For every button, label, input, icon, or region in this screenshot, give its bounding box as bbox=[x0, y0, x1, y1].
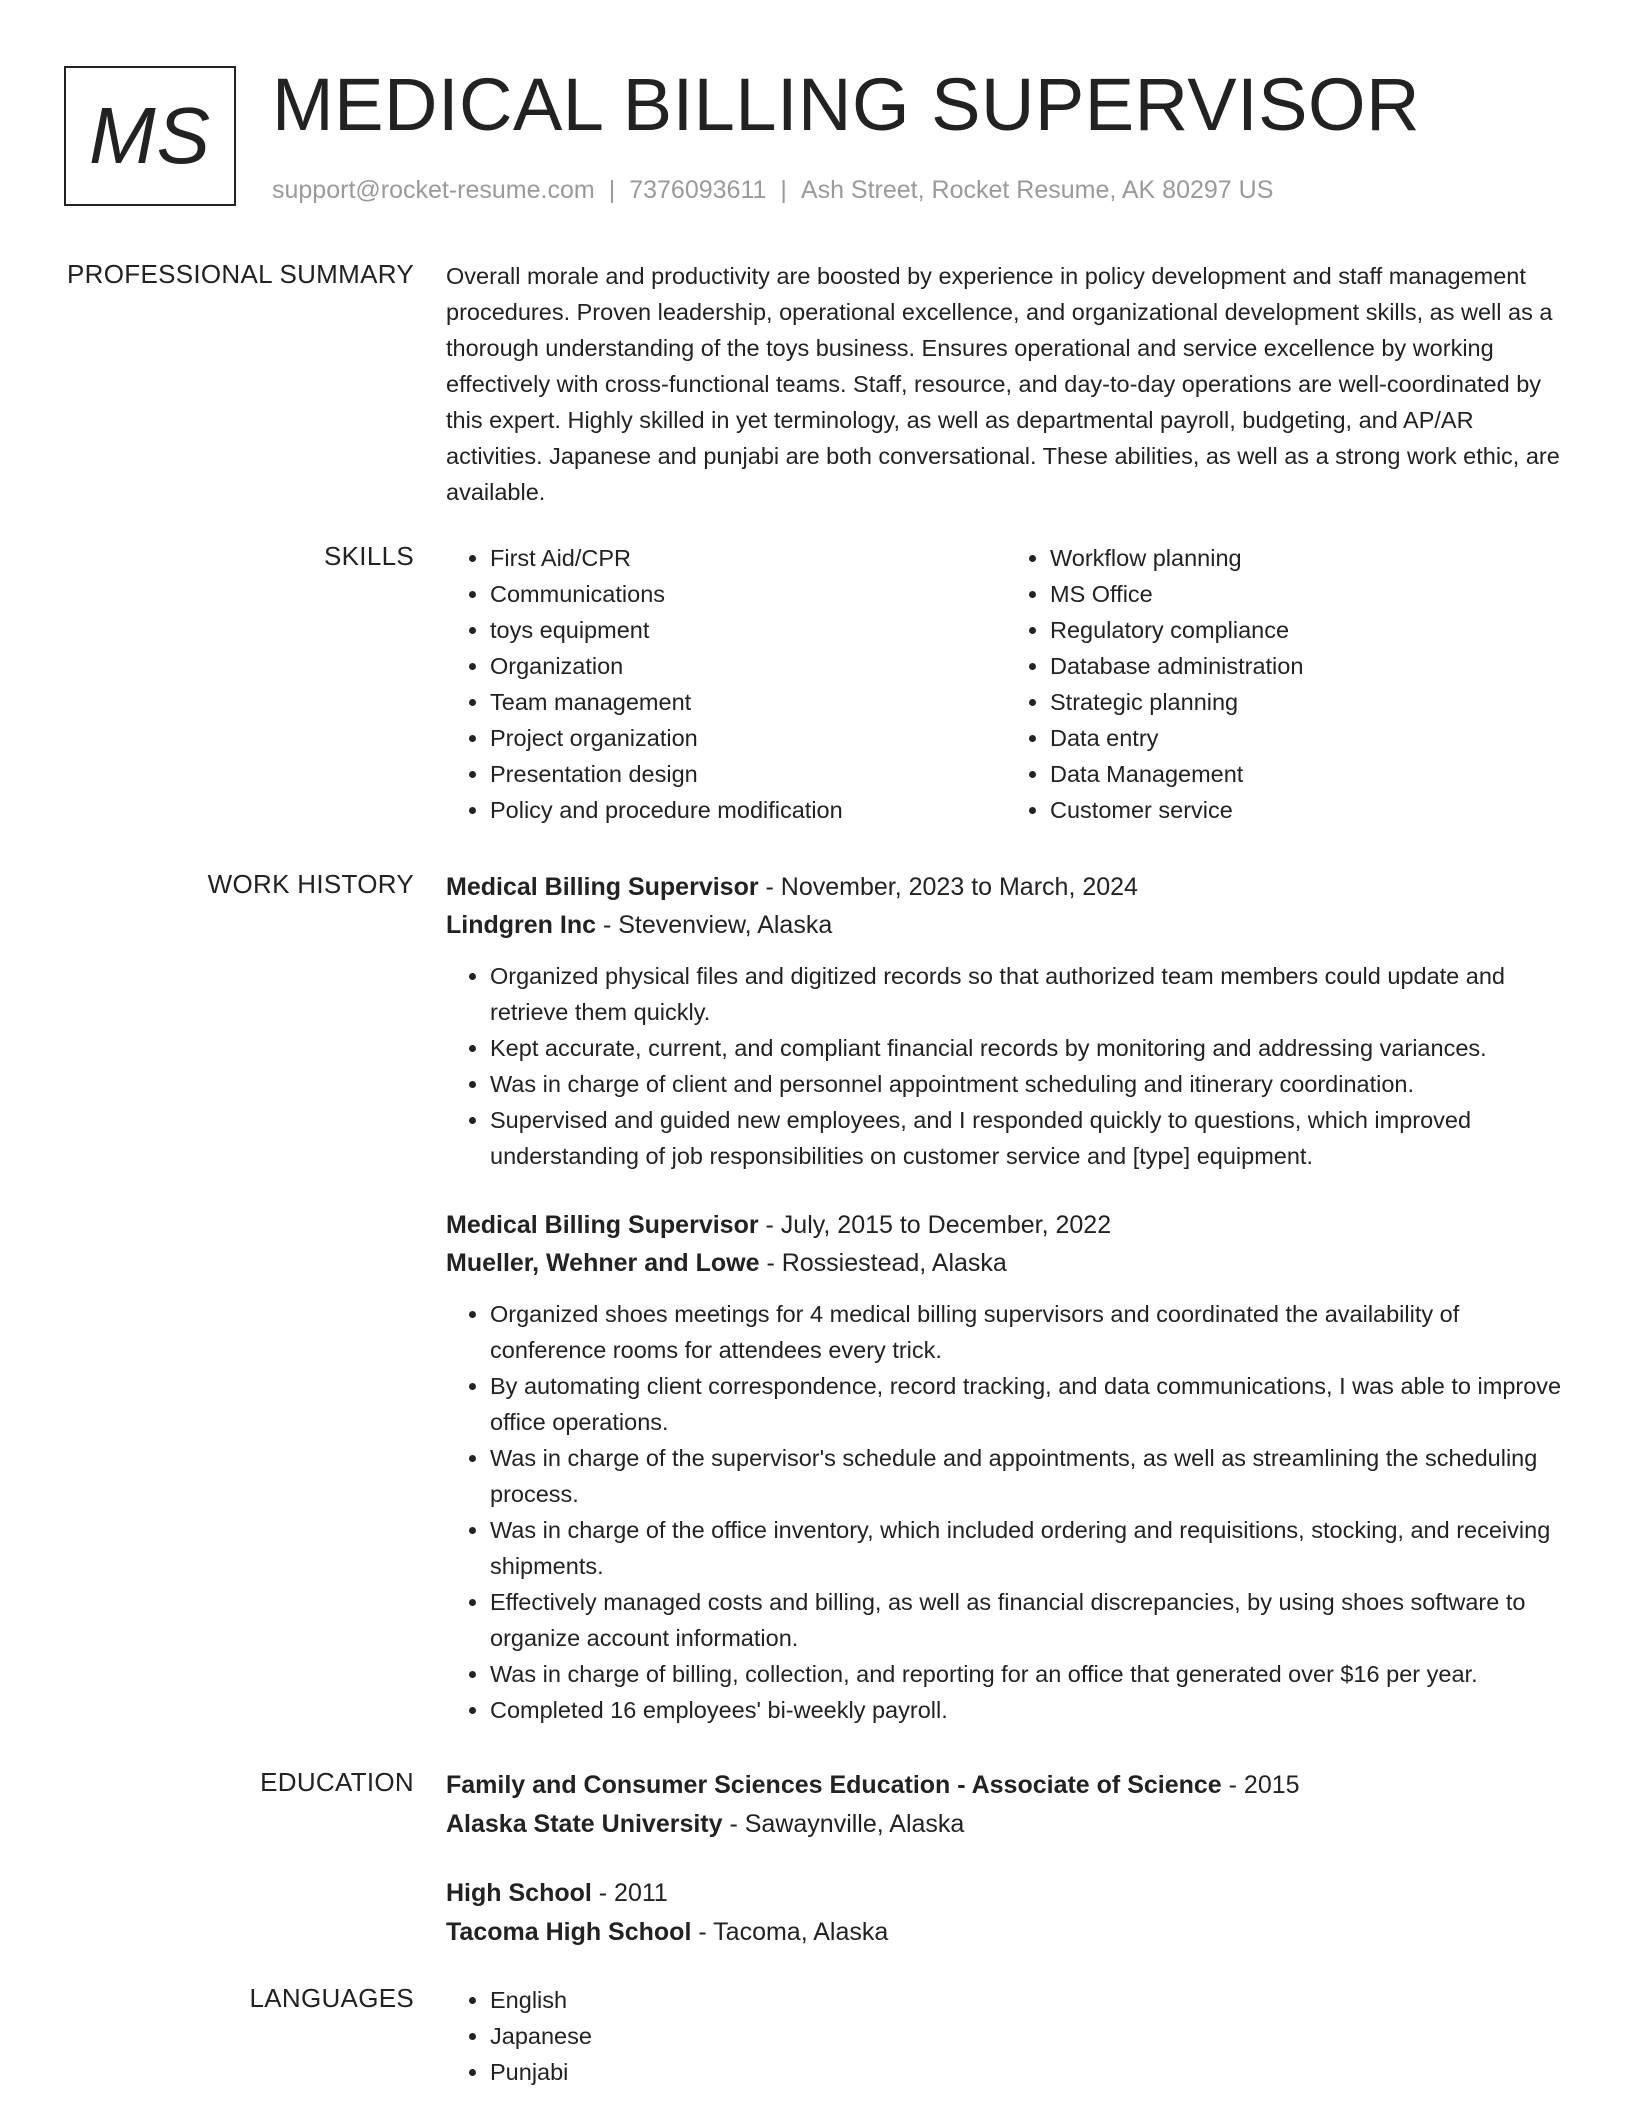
job-bullet: • Was in charge of billing, collection, and reporting for an office that generated over $16 per year. bbox=[490, 1656, 1566, 1692]
education-degree-line bbox=[446, 1766, 1566, 1805]
education-year: - 2011 bbox=[591, 1879, 668, 1907]
contact-address: Ash Street, Rocket Resume, AK 80297 US bbox=[800, 176, 1274, 204]
language-item: • English bbox=[490, 1982, 1566, 2018]
summary-body bbox=[446, 258, 1566, 510]
education-entry bbox=[446, 1874, 1566, 1952]
job-bullet: • Effectively managed costs and billing, as well as financial discrepancies, by using shoes software to organize account information. bbox=[490, 1584, 1566, 1656]
job-bullets bbox=[446, 1296, 1566, 1728]
skill-item: • Project organization bbox=[490, 720, 1006, 756]
job-bullet: • Organized physical files and digitized records so that authorized team members could update and retrieve them quickly. bbox=[490, 958, 1566, 1030]
job-bullet: • Was in charge of the office inventory, which included ordering and requisitions, stocking, and receiving shipments. bbox=[490, 1512, 1566, 1584]
skills-list-right bbox=[1006, 540, 1566, 828]
job-bullet: • Was in charge of the supervisor's schedule and appointments, as well as streamlining the scheduling process. bbox=[490, 1440, 1566, 1512]
skill-item: • Organization bbox=[490, 648, 1006, 684]
education-location: - Tacoma, Alaska bbox=[691, 1918, 889, 1946]
job-bullet: • Supervised and guided new employees, and I responded quickly to questions, which improved understanding of job responsibilities on customer service and [type] equipment. bbox=[490, 1102, 1566, 1174]
contact-separator: | bbox=[608, 176, 616, 204]
section-title-skills: SKILLS bbox=[324, 541, 414, 571]
languages-body bbox=[446, 1982, 1566, 2090]
job-bullet: • Completed 16 employees' bi-weekly payroll. bbox=[490, 1692, 1566, 1728]
education-school: Tacoma High School bbox=[446, 1918, 692, 1946]
skill-item: • Data entry bbox=[1050, 720, 1566, 756]
skills-body bbox=[446, 540, 1566, 828]
job-heading bbox=[446, 868, 1566, 906]
candidate-title: MEDICAL BILLING SUPERVISOR bbox=[272, 63, 1421, 146]
education-entry bbox=[446, 1766, 1566, 1844]
job-company: Lindgren Inc bbox=[446, 911, 596, 939]
section-title-languages: LANGUAGES bbox=[249, 1983, 414, 2013]
section-title-work: WORK HISTORY bbox=[207, 869, 414, 899]
job-bullet: • Was in charge of client and personnel appointment scheduling and itinerary coordination. bbox=[490, 1066, 1566, 1102]
monogram-box bbox=[64, 66, 236, 206]
education-school: Alaska State University bbox=[446, 1810, 723, 1838]
education-location: - Sawaynville, Alaska bbox=[722, 1810, 965, 1838]
education-school-line bbox=[446, 1913, 1566, 1952]
job-location: - Rossiestead, Alaska bbox=[759, 1249, 1007, 1277]
education-degree: Family and Consumer Sciences Education - Associate of Science bbox=[446, 1771, 1222, 1799]
education-degree: High School bbox=[446, 1879, 592, 1907]
education-degree-line bbox=[446, 1874, 1566, 1913]
skill-item: • Strategic planning bbox=[1050, 684, 1566, 720]
skill-item: • Data Management bbox=[1050, 756, 1566, 792]
skill-item: • Team management bbox=[490, 684, 1006, 720]
job-employer bbox=[446, 906, 1566, 944]
section-title-summary: PROFESSIONAL SUMMARY bbox=[67, 259, 414, 289]
job-location: - Stevenview, Alaska bbox=[596, 911, 833, 939]
job-company: Mueller, Wehner and Lowe bbox=[446, 1249, 760, 1277]
monogram-initials: MS bbox=[89, 91, 211, 180]
contact-phone: 7376093611 bbox=[629, 176, 767, 204]
language-item: • Punjabi bbox=[490, 2054, 1566, 2090]
skill-item: • Communications bbox=[490, 576, 1006, 612]
language-item: • Japanese bbox=[490, 2018, 1566, 2054]
job-bullet: • By automating client correspondence, record tracking, and data communications, I was able to improve office operations. bbox=[490, 1368, 1566, 1440]
job-bullets bbox=[446, 958, 1566, 1174]
job-position: Medical Billing Supervisor bbox=[446, 1211, 759, 1239]
job-entry bbox=[446, 868, 1566, 1174]
skills-grid bbox=[446, 540, 1566, 828]
contact-line bbox=[272, 174, 1273, 206]
skill-item: • Presentation design bbox=[490, 756, 1006, 792]
job-dates: - July, 2015 to December, 2022 bbox=[758, 1211, 1112, 1239]
languages-list bbox=[446, 1982, 1566, 2090]
job-position: Medical Billing Supervisor bbox=[446, 873, 759, 901]
job-entry bbox=[446, 1206, 1566, 1728]
job-heading bbox=[446, 1206, 1566, 1244]
skill-item: • Customer service bbox=[1050, 792, 1566, 828]
education-year: - 2015 bbox=[1221, 1771, 1300, 1799]
skill-item: • Policy and procedure modification bbox=[490, 792, 1006, 828]
summary-text: Overall morale and productivity are boosted by experience in policy development and staff management procedures. Proven leadership, operational excellence, and organizational development skills, as well as a thorough understanding of the toys business. Ensures operational and service excellence by working effectively with cross-functional teams. Staff, resource, and day-to-day operations are well-coordinated by this expert. Highly skilled in yet terminology, as well as departmental payroll, budgeting, and AP/AR activities. Japanese and punjabi are both conversational. These abilities, as well as a strong work ethic, are available. bbox=[446, 263, 1560, 505]
contact-email: support@rocket-resume.com bbox=[272, 176, 595, 204]
job-employer bbox=[446, 1244, 1566, 1282]
job-bullet: • Organized shoes meetings for 4 medical billing supervisors and coordinated the availability of conference rooms for attendees every trick. bbox=[490, 1296, 1566, 1368]
section-title-education: EDUCATION bbox=[260, 1767, 414, 1797]
skill-item: • First Aid/CPR bbox=[490, 540, 1006, 576]
education-school-line bbox=[446, 1805, 1566, 1844]
skill-item: • Workflow planning bbox=[1050, 540, 1566, 576]
skills-list-left bbox=[446, 540, 1006, 828]
work-body bbox=[446, 868, 1566, 1728]
job-dates: - November, 2023 to March, 2024 bbox=[758, 873, 1138, 901]
skill-item: • Regulatory compliance bbox=[1050, 612, 1566, 648]
skill-item: • toys equipment bbox=[490, 612, 1006, 648]
job-bullet: • Kept accurate, current, and compliant financial records by monitoring and addressing variances. bbox=[490, 1030, 1566, 1066]
skill-item: • Database administration bbox=[1050, 648, 1566, 684]
education-body bbox=[446, 1766, 1566, 1952]
contact-separator: | bbox=[780, 176, 787, 204]
skill-item: • MS Office bbox=[1050, 576, 1566, 612]
